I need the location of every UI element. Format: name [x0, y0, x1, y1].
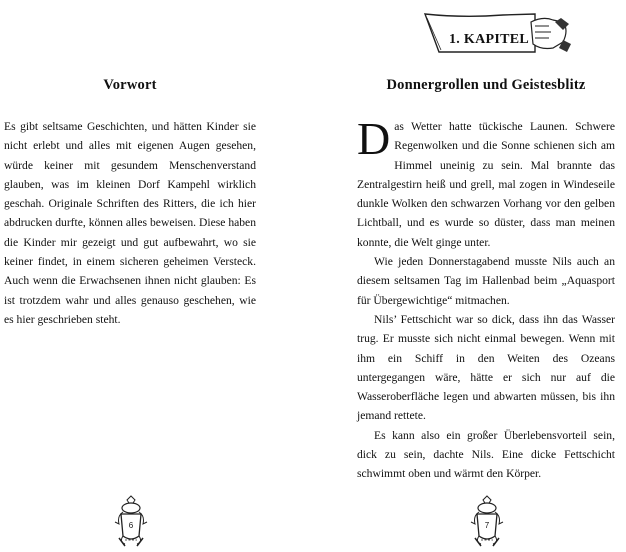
page-number-badge-left: [111, 494, 151, 550]
chapter-paragraph-first: [357, 113, 615, 252]
chapter-paragraph: Wie jeden Donnerstagabend musste Nils auch an diesem seltsamen Tag im Hallenbad beim „Aquasport für Übergewichtige“ mitmachen.: [357, 255, 615, 307]
chapter-label: 1. KAPITEL: [448, 32, 529, 47]
foreword-body: [4, 117, 256, 329]
right-page: [313, 0, 626, 552]
foreword-heading: Vorwort: [103, 77, 157, 93]
chapter-paragraph-first-text: as Wetter hatte tückische Launen. Schwere Regenwolken und die Sonne schienen sich am Himmel uneinig zu sein. Mal brannte das Zentralgestirn heiß und grell, mal zogen in Windeseile dunkle Wolken den schwarzen Vorhang vor den gelben Lichtball, und es wurde so düster, dass man meinen konnte, die Welt ginge unter.: [357, 120, 615, 249]
chapter-banner: [423, 12, 573, 64]
foreword-paragraph: Es gibt seltsame Geschichten, und hätten Kinder sie nicht erlebt und alles mit eigenen Augen gesehen, würde keiner mit gesundem Menschenverstand glauben, was im kleinen Dorf Kampehl wirklich geschah. Originale Schriften des Ritters, die ich hier abdrucken durfte, können alles beweisen. Diese haben die Kinder mir gezeigt und gut aufbewahrt, wo sie keiner findet, in einem sicheren geheimen Versteck. Auch wenn die Erwachsenen ihnen nicht glauben: Es ist trotzdem wahr und alles genauso geschehen, wie es hier geschrieben steht.: [4, 120, 256, 326]
page-number: 7: [484, 521, 490, 530]
chapter-heading: Donnergrollen und Geistesblitz: [386, 77, 586, 93]
page-number-badge-right: [467, 494, 507, 550]
chapter-paragraph: Nils’ Fettschicht war so dick, dass ihn das Wasser trug. Er musste sich nicht einmal bewegen. Wenn mit ihm ein Schiff in den Weiten des Ozeans untergegangen wäre, hätte er sich nur auf die Wasseroberfläche legen und abwarten müssen, bis ihn jemand rettete.: [357, 312, 615, 423]
chapter-body: [357, 113, 615, 484]
chapter-paragraph: Es kann also ein großer Überlebensvorteil sein, dick zu sein, dachte Nils. Eine dicke Fettschicht schwimmt oben und wärmt den Körper.: [357, 428, 615, 481]
page-number: 6: [128, 521, 134, 530]
drop-cap: D: [357, 113, 391, 164]
